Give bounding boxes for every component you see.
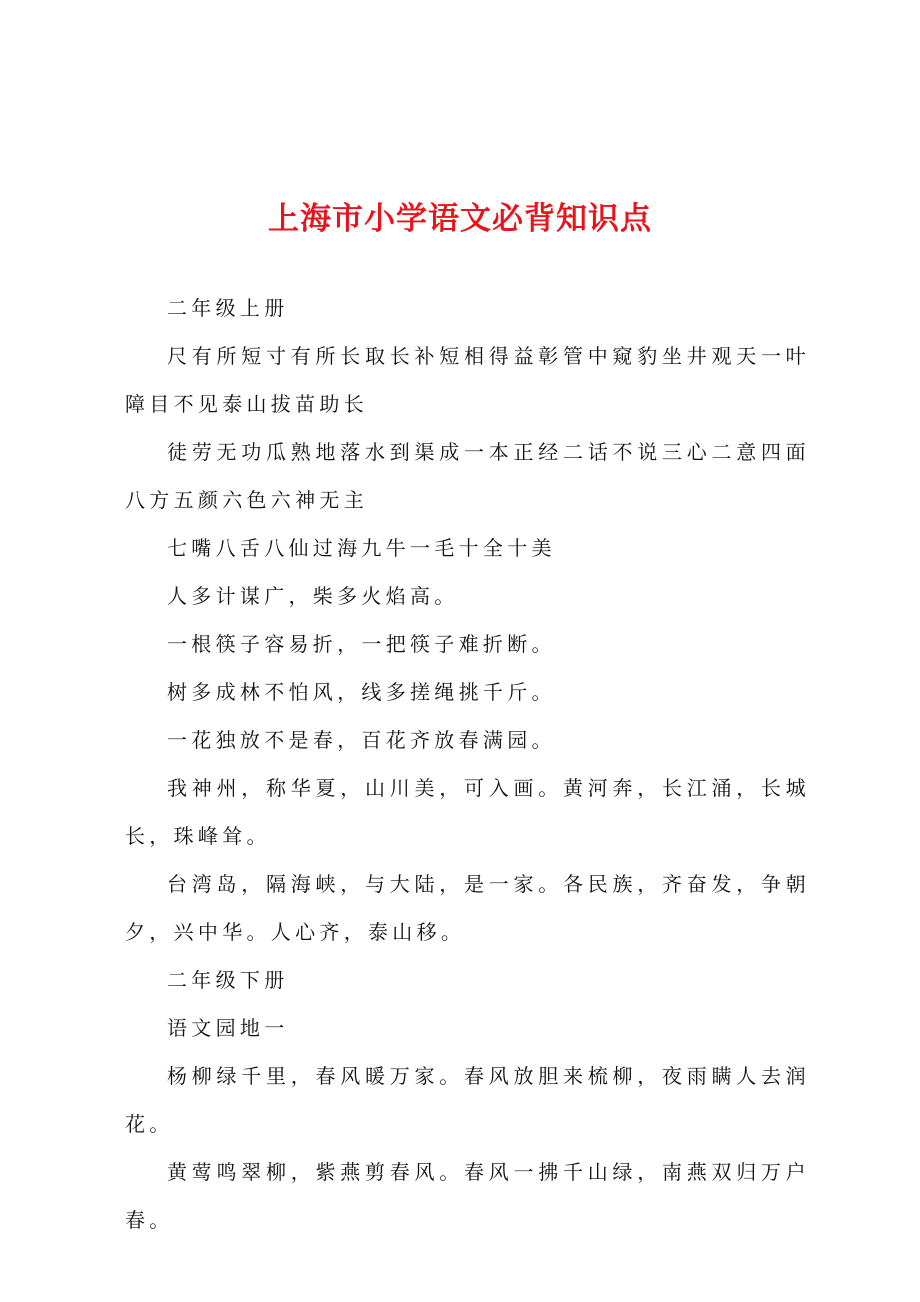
document-body: [125, 284, 810, 1244]
paragraph: 我神州，称华夏，山川美，可入画。黄河奔，长江涌，长城长，珠峰耸。: [125, 776, 810, 848]
paragraph: 人多计谋广，柴多火焰高。: [167, 584, 459, 608]
paragraph: 一花独放不是春，百花齐放春满园。: [167, 728, 556, 752]
paragraph: 树多成林不怕风，线多搓绳挑千斤。: [167, 680, 556, 704]
subsection-heading: 语文园地一: [167, 1016, 289, 1040]
paragraph: 一根筷子容易折，一把筷子难折断。: [167, 632, 556, 656]
section-heading: 二年级上册: [167, 296, 289, 320]
paragraph: 徒劳无功瓜熟地落水到渠成一本正经二话不说三心二意四面八方五颜六色六神无主: [125, 440, 810, 512]
paragraph: 黄莺鸣翠柳，紫燕剪春风。春风一拂千山绿，南燕双归万户春。: [125, 1160, 810, 1232]
section-heading: 二年级下册: [167, 968, 289, 992]
paragraph: 七嘴八舌八仙过海九牛一毛十全十美: [167, 536, 556, 560]
document-title: 上海市小学语文必背知识点: [268, 201, 652, 237]
paragraph: 尺有所短寸有所长取长补短相得益彰管中窥豹坐井观天一叶障目不见泰山拔苗助长: [125, 344, 810, 416]
paragraph: 杨柳绿千里，春风暖万家。春风放胆来梳柳，夜雨瞒人去润花。: [125, 1064, 810, 1136]
paragraph: 台湾岛，隔海峡，与大陆，是一家。各民族，齐奋发，争朝夕，兴中华。人心齐，泰山移。: [125, 872, 810, 944]
